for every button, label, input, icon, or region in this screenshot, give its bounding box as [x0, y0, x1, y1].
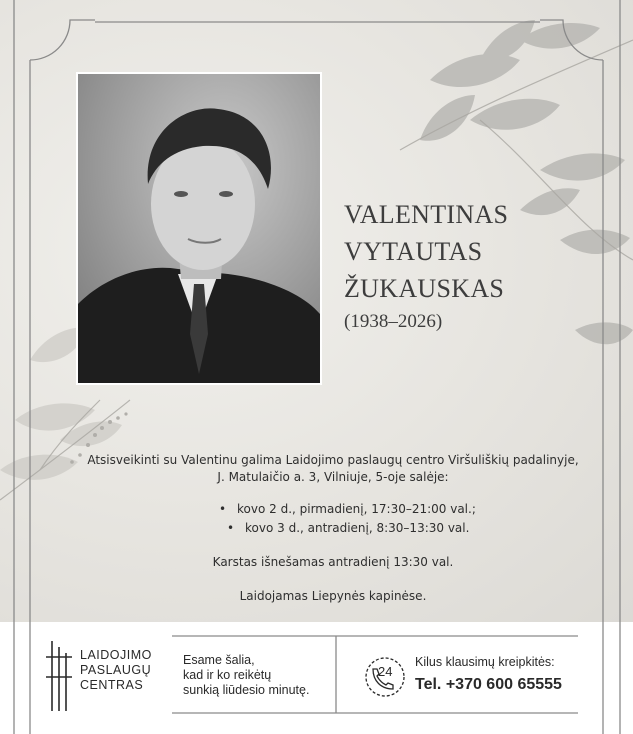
burial-text: Laidojamas Liepynės kapinėse.	[239, 589, 427, 603]
farewell-line-1: Atsisveikinti su Valentinu galima Laidojimo paslaugų centro Viršuliškių padalinyje,	[87, 453, 579, 467]
tagline-line: Esame šalia,	[183, 653, 255, 667]
schedule-item: • kovo 2 d., pirmadienį, 17:30–21:00 val.;	[219, 502, 476, 516]
logo-line: PASLAUGŲ	[80, 663, 152, 677]
logo-line: CENTRAS	[80, 678, 144, 692]
name-line-2: VYTAUTAS	[344, 237, 483, 266]
name-line-3: ŽUKAUSKAS	[344, 274, 505, 303]
logo-line: LAIDOJIMO	[80, 648, 152, 662]
deceased-name	[344, 196, 508, 307]
portrait-photo	[76, 72, 322, 385]
schedule-item: • kovo 3 d., antradienį, 8:30–13:30 val.	[227, 521, 470, 535]
coffin-removal-text: Karstas išnešamas antradienį 13:30 val.	[212, 555, 454, 569]
tagline-line: sunkią liūdesio minutę.	[183, 683, 310, 697]
schedule-item-text: kovo 2 d., pirmadienį, 17:30–21:00 val.;	[237, 502, 476, 516]
cross-logo-icon	[42, 637, 76, 715]
phone-number[interactable]: Tel. +370 600 65555	[415, 676, 562, 693]
badge-24: 24	[378, 664, 393, 679]
tagline-line: kad ir ko reikėtų	[183, 668, 272, 682]
life-years: (1938–2026)	[344, 311, 443, 332]
schedule-item-text: kovo 3 d., antradienį, 8:30–13:30 val.	[245, 521, 470, 535]
tagline	[183, 653, 309, 698]
farewell-line-2: J. Matulaičio a. 3, Vilniuje, 5-oje salėje:	[217, 470, 449, 484]
farewell-location	[80, 452, 586, 486]
name-line-1: VALENTINAS	[344, 200, 509, 229]
company-logo-text	[80, 648, 152, 693]
contact-label: Kilus klausimų kreipkitės:	[415, 655, 555, 669]
